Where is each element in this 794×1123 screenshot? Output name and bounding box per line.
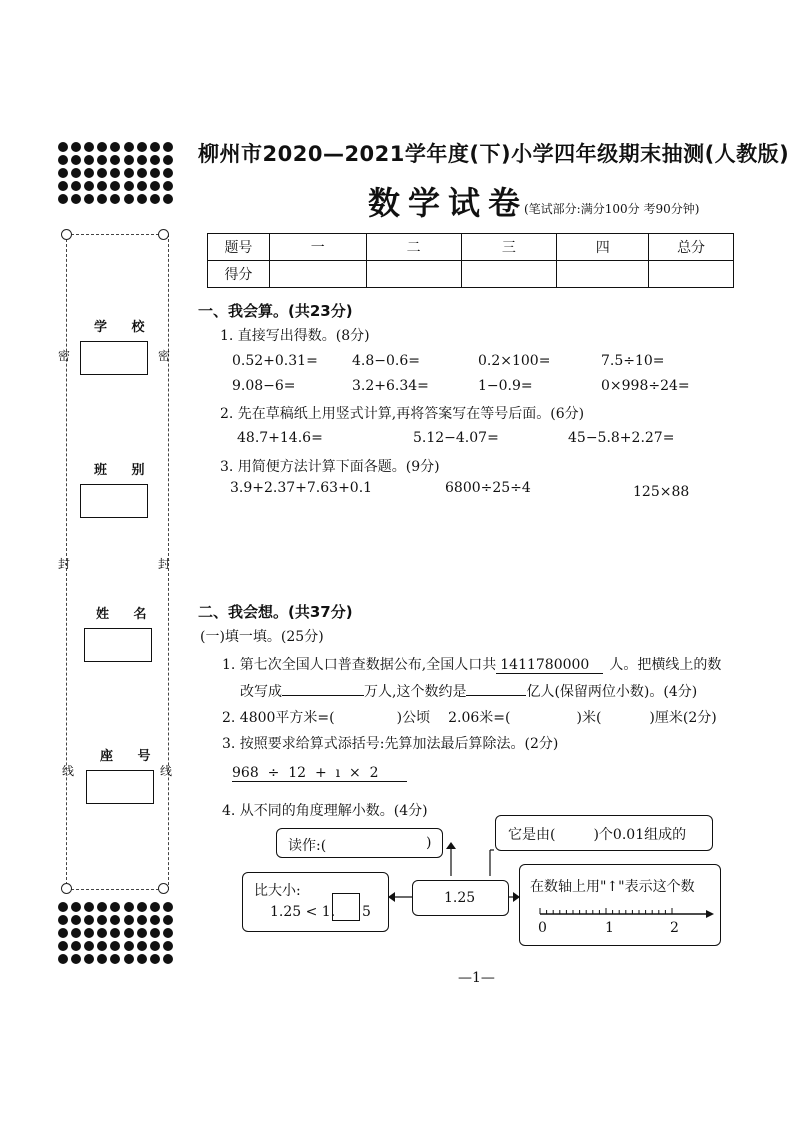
name-label: 姓 名: [96, 607, 157, 622]
s1-q1-item: 0×998÷24=: [601, 378, 690, 394]
score-col-2: 二: [366, 234, 461, 261]
section-2-heading: 二、我会想。(共37分): [198, 603, 353, 621]
s2-q1-text-a: 1. 第七次全国人口普查数据公布,全国人口共: [222, 657, 497, 673]
arrowhead-left: [388, 892, 395, 902]
composed-text: [508, 824, 686, 844]
s1-q2-item: 5.12−4.07=: [413, 430, 499, 446]
s2-q1-text-e: 亿人(保留两位小数)。(4分): [526, 684, 698, 700]
composed-text-b: )个0.01组成的: [593, 827, 687, 843]
s1-q2-item: 45−5.8+2.27=: [568, 430, 675, 446]
s1-q1-item: 9.08−6=: [232, 378, 296, 394]
s1-q2-title: 2. 先在草稿纸上用竖式计算,再将答案写在等号后面。(6分): [220, 406, 585, 422]
s1-q3-item: 125×88: [633, 484, 690, 500]
seal-char-xian: 线: [160, 764, 173, 778]
score-row-label: 得分: [208, 261, 270, 288]
s1-q1-item: 7.5÷10=: [601, 353, 665, 369]
score-col-1: 一: [269, 234, 366, 261]
s2-q3-title: 3. 按照要求给算式添括号:先算加法最后算除法。(2分): [222, 736, 559, 752]
class-label: 班 别: [94, 463, 155, 478]
compare-title: 比大小:: [254, 883, 301, 899]
seal-char-feng: 封: [58, 557, 71, 571]
s1-q3-item: 6800÷25÷4: [445, 480, 531, 496]
score-col-3: 三: [461, 234, 557, 261]
s2-q2-text-e: )厘米(2分): [649, 710, 717, 726]
score-table-header-label: 题号: [208, 234, 270, 261]
read-as-close: ): [426, 835, 432, 851]
section-1-heading: 一、我会算。(共23分): [198, 302, 353, 320]
number-line: [530, 906, 716, 926]
arrowhead-up: [446, 842, 456, 849]
school-label: 学 校: [94, 320, 155, 335]
s2-q1-text-b: 人。把横线上的数: [609, 657, 722, 673]
s2-sub1-title: (一)填一填。(25分): [200, 629, 324, 645]
exam-note: (笔试部分:满分100分 考90分钟): [524, 202, 700, 216]
s2-q2-text-a: 2. 4800平方米=(: [222, 710, 335, 726]
s1-q1-item: 1−0.9=: [478, 378, 533, 394]
compare-answer-box[interactable]: [332, 893, 360, 921]
number-line-arrowhead: [706, 910, 714, 918]
number-line-tick-label: 2: [670, 920, 679, 936]
seal-char-mi: 密: [58, 349, 71, 363]
number-line-tick-label: 0: [538, 920, 547, 936]
s1-q1-item: 3.2+6.34=: [352, 378, 429, 394]
s1-q3-item: 3.9+2.37+7.63+0.1: [230, 480, 373, 496]
s2-q2-text-b: )公顷: [396, 710, 431, 726]
seat-label: 座 号: [100, 749, 161, 764]
s2-q4-title: 4. 从不同的角度理解小数。(4分): [222, 803, 428, 819]
s1-q2-item: 48.7+14.6=: [237, 430, 323, 446]
s2-q1-text-c: 改写成: [240, 684, 282, 700]
number-line-title: 在数轴上用"↑"表示这个数: [530, 879, 695, 895]
composed-text-a: 它是由(: [508, 827, 556, 843]
s1-q1-item: 0.2×100=: [478, 353, 551, 369]
s1-q1-item: 4.8−0.6=: [352, 353, 420, 369]
s2-q2-text-d: )米(: [576, 710, 602, 726]
read-as-text: 读作:(: [288, 838, 327, 854]
exam-subject: 数学试卷: [368, 184, 529, 222]
score-col-total: 总分: [649, 234, 734, 261]
seal-char-xian: 线: [62, 764, 75, 778]
s2-q2-text-c: 2.06米=(: [448, 710, 511, 726]
s1-q1-item: 0.52+0.31=: [232, 353, 318, 369]
seal-char-mi: 密: [158, 349, 171, 363]
s2-q3-expression: 968 ÷ 12 + ı × 2: [232, 765, 407, 782]
compare-expr: 1.25 < 1.: [270, 904, 336, 920]
exam-title: 柳州市2020—2021学年度(下)小学四年级期末抽测(人教版): [198, 142, 790, 166]
center-value: 1.25: [444, 890, 476, 906]
population-number: 1411780000: [496, 657, 603, 674]
score-col-4: 四: [557, 234, 649, 261]
compare-tail: 5: [362, 904, 371, 920]
s1-q1-title: 1. 直接写出得数。(8分): [220, 328, 370, 344]
s1-q3-title: 3. 用简便方法计算下面各题。(9分): [220, 459, 440, 475]
s2-q1-text-d: 万人,这个数约是: [364, 684, 467, 700]
number-line-tick-label: 1: [605, 920, 614, 936]
seal-char-feng: 封: [158, 557, 171, 571]
page-number: —1—: [458, 970, 495, 986]
